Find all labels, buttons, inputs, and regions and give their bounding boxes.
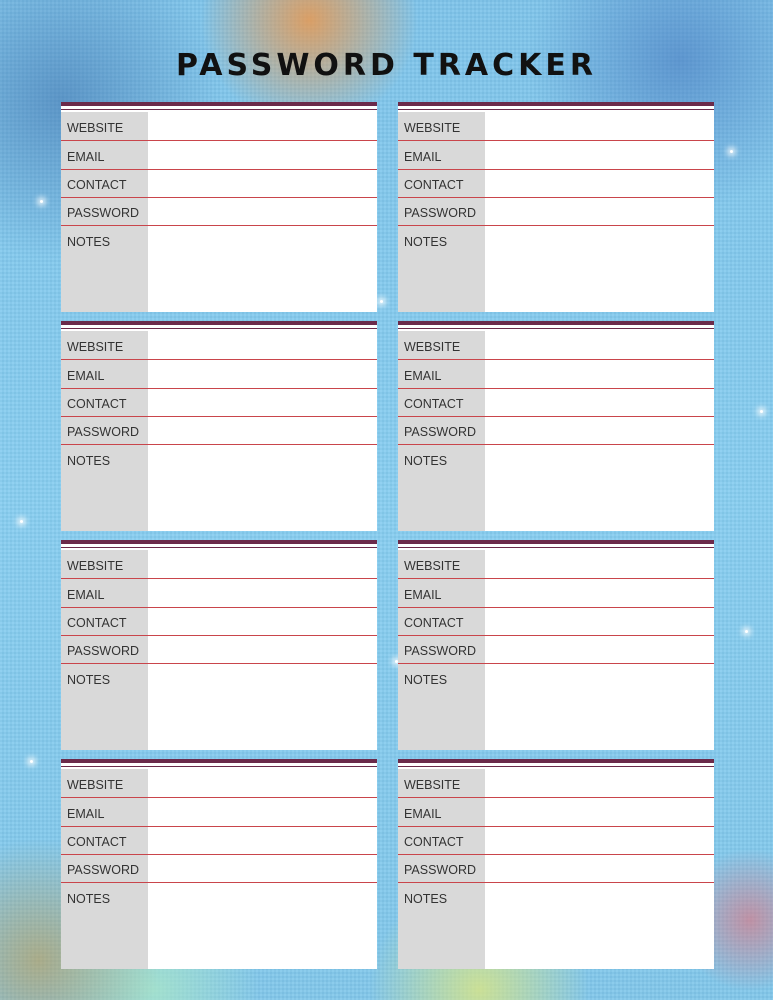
email-label: EMAIL xyxy=(67,150,105,164)
email-row[interactable] xyxy=(61,798,377,827)
website-label: WEBSITE xyxy=(404,121,461,135)
website-row[interactable] xyxy=(398,331,714,360)
notes-row[interactable] xyxy=(398,664,714,748)
password-row[interactable] xyxy=(61,635,377,664)
website-row[interactable] xyxy=(398,550,714,579)
contact-row[interactable] xyxy=(398,826,714,855)
password-row[interactable] xyxy=(61,197,377,226)
email-row[interactable] xyxy=(398,360,714,389)
contact-row[interactable] xyxy=(61,169,377,198)
notes-row[interactable] xyxy=(61,664,377,748)
website-label: WEBSITE xyxy=(404,559,461,573)
website-label: WEBSITE xyxy=(67,559,124,573)
website-row[interactable] xyxy=(398,112,714,141)
website-label: WEBSITE xyxy=(67,340,124,354)
contact-row[interactable] xyxy=(61,826,377,855)
contact-label: CONTACT xyxy=(67,616,127,630)
password-label: PASSWORD xyxy=(404,206,476,220)
password-row[interactable] xyxy=(398,416,714,445)
password-card xyxy=(61,102,377,312)
sparkle xyxy=(760,410,763,413)
email-label: EMAIL xyxy=(404,807,442,821)
notes-label: NOTES xyxy=(67,673,111,687)
password-card xyxy=(398,102,714,312)
notes-row[interactable] xyxy=(61,445,377,529)
notes-label: NOTES xyxy=(67,235,111,249)
password-label: PASSWORD xyxy=(67,863,139,877)
password-label: PASSWORD xyxy=(404,644,476,658)
website-row[interactable] xyxy=(61,769,377,798)
contact-row[interactable] xyxy=(61,607,377,636)
notes-row[interactable] xyxy=(398,883,714,967)
notes-label: NOTES xyxy=(67,892,111,906)
notes-row[interactable] xyxy=(398,226,714,310)
password-row[interactable] xyxy=(61,854,377,883)
sparkle xyxy=(20,520,23,523)
page-title: PASSWORD TRACKER xyxy=(176,48,597,83)
password-row[interactable] xyxy=(398,854,714,883)
website-label: WEBSITE xyxy=(67,778,124,792)
password-label: PASSWORD xyxy=(67,206,139,220)
sparkle xyxy=(40,200,43,203)
notes-row[interactable] xyxy=(398,445,714,529)
email-row[interactable] xyxy=(398,579,714,608)
email-label: EMAIL xyxy=(404,369,442,383)
password-label: PASSWORD xyxy=(404,425,476,439)
email-row[interactable] xyxy=(398,798,714,827)
sparkle xyxy=(745,630,748,633)
email-row[interactable] xyxy=(61,360,377,389)
contact-row[interactable] xyxy=(398,607,714,636)
password-label: PASSWORD xyxy=(67,425,139,439)
email-label: EMAIL xyxy=(404,150,442,164)
notes-row[interactable] xyxy=(61,883,377,967)
password-card xyxy=(398,321,714,531)
notes-label: NOTES xyxy=(404,235,448,249)
website-row[interactable] xyxy=(398,769,714,798)
notes-label: NOTES xyxy=(404,892,448,906)
contact-row[interactable] xyxy=(398,388,714,417)
notes-label: NOTES xyxy=(67,454,111,468)
sparkle xyxy=(730,150,733,153)
website-row[interactable] xyxy=(61,550,377,579)
sparkle xyxy=(380,300,383,303)
password-row[interactable] xyxy=(398,635,714,664)
website-row[interactable] xyxy=(61,112,377,141)
notes-row[interactable] xyxy=(61,226,377,310)
website-label: WEBSITE xyxy=(404,778,461,792)
password-row[interactable] xyxy=(398,197,714,226)
password-card xyxy=(398,540,714,750)
contact-row[interactable] xyxy=(61,388,377,417)
password-label: PASSWORD xyxy=(404,863,476,877)
password-card xyxy=(61,321,377,531)
password-label: PASSWORD xyxy=(67,644,139,658)
contact-label: CONTACT xyxy=(404,397,464,411)
sparkle xyxy=(30,760,33,763)
password-card xyxy=(61,759,377,969)
website-row[interactable] xyxy=(61,331,377,360)
email-label: EMAIL xyxy=(404,588,442,602)
notes-label: NOTES xyxy=(404,454,448,468)
contact-label: CONTACT xyxy=(404,616,464,630)
password-card xyxy=(398,759,714,969)
website-label: WEBSITE xyxy=(67,121,124,135)
email-row[interactable] xyxy=(398,141,714,170)
email-label: EMAIL xyxy=(67,807,105,821)
contact-label: CONTACT xyxy=(67,835,127,849)
password-card xyxy=(61,540,377,750)
email-label: EMAIL xyxy=(67,588,105,602)
contact-row[interactable] xyxy=(398,169,714,198)
email-label: EMAIL xyxy=(67,369,105,383)
email-row[interactable] xyxy=(61,141,377,170)
notes-label: NOTES xyxy=(404,673,448,687)
website-label: WEBSITE xyxy=(404,340,461,354)
contact-label: CONTACT xyxy=(67,178,127,192)
contact-label: CONTACT xyxy=(404,178,464,192)
email-row[interactable] xyxy=(61,579,377,608)
password-row[interactable] xyxy=(61,416,377,445)
contact-label: CONTACT xyxy=(67,397,127,411)
contact-label: CONTACT xyxy=(404,835,464,849)
